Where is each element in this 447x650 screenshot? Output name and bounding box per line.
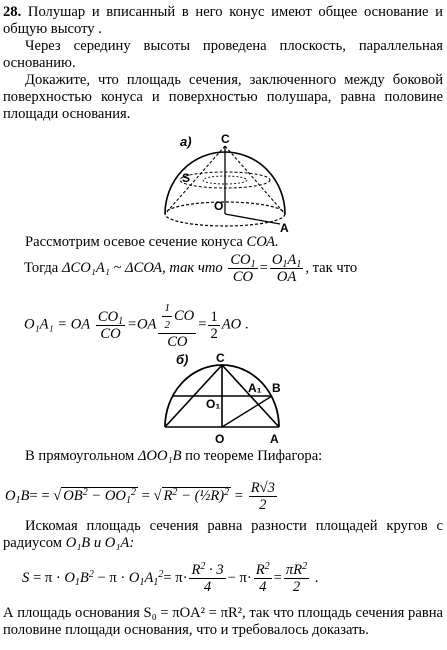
- point-o-b: O: [215, 432, 225, 444]
- figure-a-label: а): [180, 134, 192, 149]
- pyth-pre: В прямоугольном: [25, 448, 138, 464]
- point-c-a: C: [221, 132, 230, 146]
- point-s-a: S: [182, 171, 191, 185]
- sought-r: O₁B и O₁A:: [65, 535, 135, 551]
- problem-number: 28.: [3, 4, 22, 20]
- paragraph-3: [3, 72, 443, 123]
- point-b-b: B: [272, 381, 281, 395]
- pythagoras-line: [3, 448, 443, 465]
- frac-co1-co: $\frac{CO_1}{CO}$: [230, 252, 256, 285]
- sought-area-line: [3, 518, 443, 552]
- axial-section-line: [3, 234, 443, 251]
- point-o-a: O: [214, 199, 224, 213]
- final-paragraph: [3, 605, 443, 639]
- so-that-text: , так что: [305, 259, 358, 276]
- o1a1-expr: O₁A₁ = OA: [24, 316, 91, 333]
- pyth-post: по теореме Пифагора:: [181, 448, 323, 464]
- point-a1-b: A₁: [248, 381, 262, 395]
- problem-p2: Через середину высоты проведена плоскость, параллельная основанию.: [3, 38, 443, 71]
- sim-text: ΔСO₁A₁ ~ ΔСОА, так что: [61, 259, 223, 276]
- o1a1-line: O₁A₁ = OA $\frac{CO_1}{CO}$ =OA $\frac{1}{2}$ CO CO = $\frac{1}{2}$ AO .: [24, 302, 249, 350]
- point-c-b: C: [216, 352, 225, 365]
- axial-text: Рассмотрим осевое сечение конуса: [25, 234, 247, 250]
- pythagoras-formula: $O_1B=$ = √ $OB^2 - OO_1^2$ = √ $R^2$ − (½R)$^2$ = $\frac{R√3}{2}$: [5, 480, 275, 513]
- point-a-b: A: [270, 432, 279, 444]
- final-text: А площадь основания S₀ = πOA² = πR², так что площадь сечения равна половине площади основания, что и требовалось доказать.: [3, 605, 443, 638]
- paragraph-2: [3, 38, 443, 72]
- figure-b-label: б): [176, 352, 189, 367]
- frac-o1a1-oa: $\frac{O_1A_1}{OA}$: [271, 252, 302, 285]
- point-a-a: A: [280, 221, 289, 232]
- problem-p3: Докажите, что площадь сечения, заключенного между боковой поверхностью конуса и поверхностью полушара, равна половине площади основания.: [3, 72, 443, 122]
- similarity-line: Тогда ΔСO₁A₁ ~ ΔСОА, так что $\frac{CO_1}{CO}$ = $\frac{O_1A_1}{OA}$ , так что: [24, 252, 358, 285]
- pyth-tri: ΔOO₁B: [137, 448, 182, 464]
- point-o1-b: O₁: [206, 397, 221, 411]
- problem-statement: Полушар и вписанный в него конус имеют общее основание и общую высоту .: [3, 4, 443, 37]
- then-text: Тогда: [24, 259, 62, 276]
- axial-tri: СОА.: [246, 234, 279, 250]
- figure-b: [160, 352, 285, 444]
- sought-text: Искомая площадь сечения равна разности площадей кругов с радиусом: [3, 518, 443, 551]
- problem-header: [3, 4, 443, 38]
- area-formula: $S = \pi \cdot O_1B^2 - \pi \cdot O_1A_1^2= \pi\cdot$ $\frac{R^2 \cdot 3}{4}$ − π· $\frac{R^2}{4}$ = $\frac{\pi R^2}{2}$ .: [22, 561, 319, 595]
- figure-a: [160, 132, 290, 232]
